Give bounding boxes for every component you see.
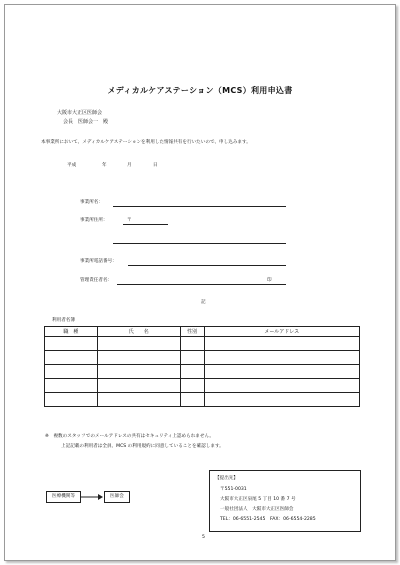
postal-code-line[interactable] [123,224,168,225]
cell-email[interactable] [204,365,359,379]
column-header-gender: 性別 [180,327,204,337]
cell-gender[interactable] [180,351,204,365]
contact-box [209,470,361,532]
cell-job[interactable] [45,337,98,351]
date-day: 日 [153,163,158,168]
flow-to-box: 医師会 [104,491,130,503]
cell-name[interactable] [97,379,180,393]
recipient-head: 会長 医師会一 殿 [63,119,109,125]
cell-gender[interactable] [180,337,204,351]
note-security: ※ 複数のスタッフでのメールアドレスの共有はセキュリティ上認められません。 [45,434,214,439]
page-number: 5 [202,535,205,540]
cell-job[interactable] [45,351,98,365]
office-address-label: 事業所住所： [80,218,108,223]
contact-org: 一般社団法人 大阪市大正区医師会 [220,507,294,512]
cell-job[interactable] [45,379,98,393]
manager-line[interactable] [117,284,286,285]
table-row [45,337,360,351]
flow-from-box: 医療機関等 [46,491,81,503]
date-era: 平成 [67,163,77,168]
cell-gender[interactable] [180,393,204,407]
users-table [44,326,360,407]
date-year: 年 [102,163,107,168]
ki-heading: 記 [201,300,206,305]
office-name-line[interactable] [113,206,286,207]
seal-mark: 印 [267,278,272,283]
cell-gender[interactable] [180,365,204,379]
postal-mark: 〒 [127,218,132,223]
column-header-email: メールアドレス [204,327,359,337]
table-row [45,365,360,379]
date-month: 月 [127,163,132,168]
office-phone-label: 事業所電話番号： [80,259,117,264]
column-header-name: 氏 名 [97,327,180,337]
cell-email[interactable] [204,393,359,407]
document-page [4,4,396,561]
cell-email[interactable] [204,351,359,365]
cell-name[interactable] [97,351,180,365]
table-row [45,393,360,407]
cell-email[interactable] [204,337,359,351]
users-table-caption: 利用者名簿 [52,318,75,323]
cell-name[interactable] [97,393,180,407]
contact-address: 大阪市大正区泉尾 5 丁目 10 番 7 号 [220,497,296,502]
cell-gender[interactable] [180,379,204,393]
flow-arrow-icon [79,491,105,503]
recipient-org: 大阪市大正区医師会 [57,110,103,116]
intro-text: 本事業所において、メディカルケアステーションを利用した情報共有を行いたいので、申し込みます。 [41,140,251,145]
cell-job[interactable] [45,365,98,379]
contact-tel-fax: TEL：06-6551-2545 FAX：06-6554-2285 [220,517,316,522]
page-title: メディカルケアステーション（MCS）利用申込書 [107,86,293,95]
column-header-job: 職 種 [45,327,98,337]
manager-label: 管理責任者名： [80,278,113,283]
cell-name[interactable] [97,365,180,379]
office-address-line[interactable] [113,243,286,244]
table-row [45,351,360,365]
contact-heading: 【提出先】 [215,476,238,481]
note-consent: 上記記載の利用者は全員、MCS の利用規約に同意していることを確認します。 [61,444,224,449]
office-phone-line[interactable] [128,265,286,266]
users-table-header-row [45,327,360,337]
cell-job[interactable] [45,393,98,407]
cell-name[interactable] [97,337,180,351]
cell-email[interactable] [204,379,359,393]
table-row [45,379,360,393]
contact-postal: 〒551-0031 [220,487,247,492]
office-name-label: 事業所名： [80,200,103,205]
